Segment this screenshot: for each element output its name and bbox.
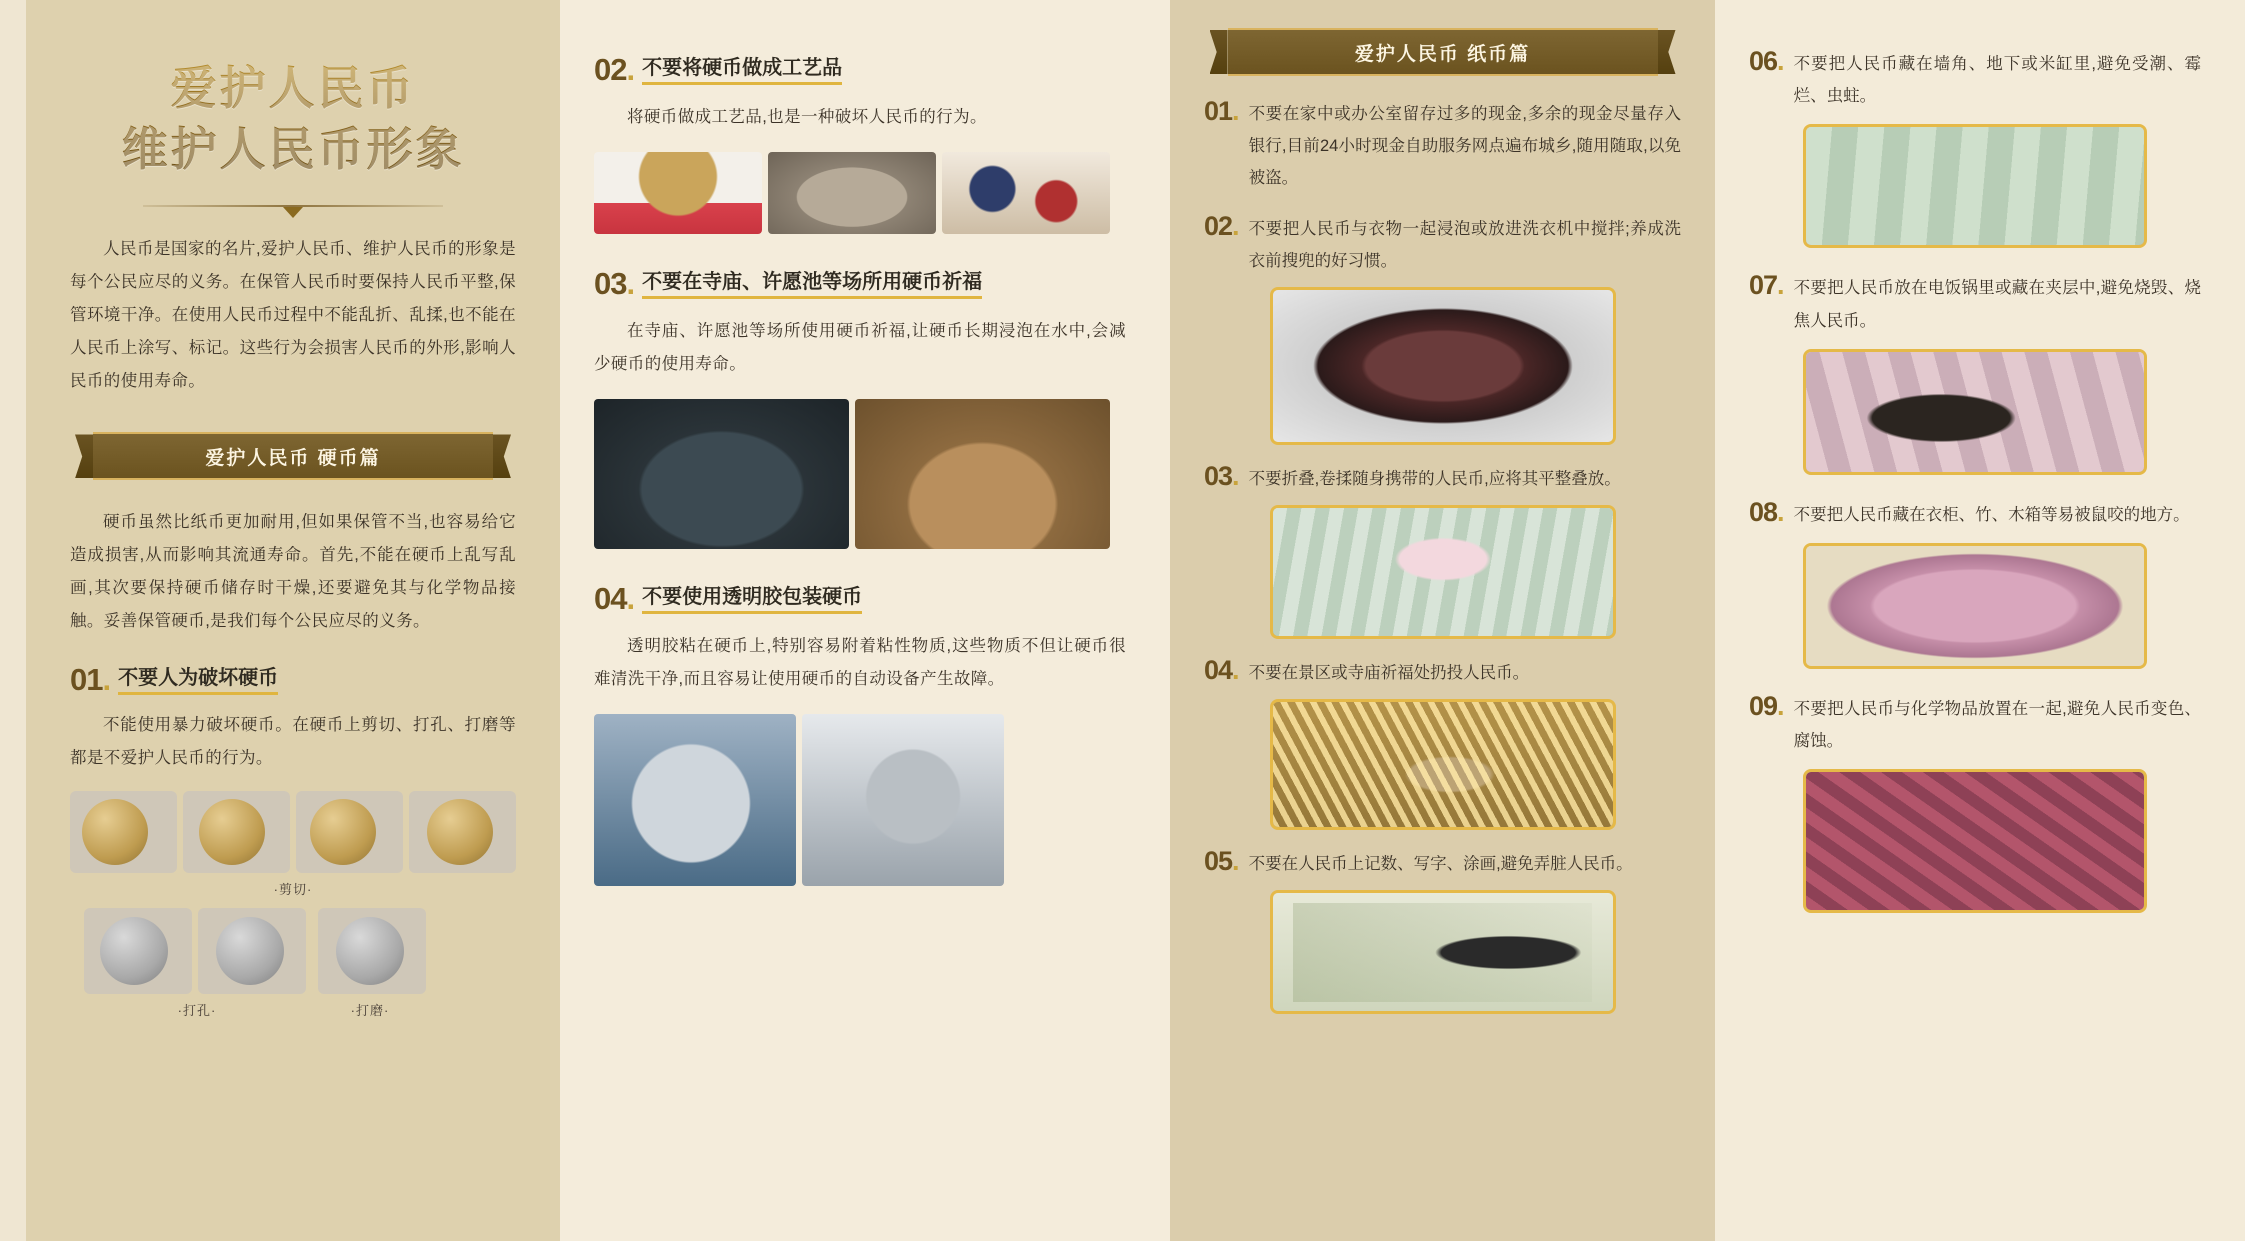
coin-item-01-heading bbox=[70, 662, 516, 698]
coin-item-03-heading bbox=[594, 268, 1126, 299]
photo-taped-coin-2 bbox=[802, 714, 1004, 886]
note-item-02-body: 不要把人民币与衣物一起浸泡或放进洗衣机中搅拌;养成洗衣前搜兜的好习惯。 bbox=[1248, 219, 1681, 270]
note-item-07-body: 不要把人民币放在电饭锅里或藏在夹层中,避免烧毁、烧焦人民币。 bbox=[1793, 279, 2201, 330]
page-title bbox=[70, 58, 516, 179]
note-item-03-body: 不要折叠,卷揉随身携带的人民币,应将其平整叠放。 bbox=[1248, 469, 1621, 488]
photo-coin-tree bbox=[594, 152, 762, 234]
intro-paragraph: 人民币是国家的名片,爱护人民币、维护人民币的形象是每个公民应尽的义务。在保管人民币时要保持人民币平整,保管环境干净。在使用人民币过程中不能乱折、乱揉,也不能在人民币上涂写、标记。这些行为会损害人民币的外形,影响人民币的使用寿命。 bbox=[70, 240, 516, 391]
photo-bagged-notes bbox=[1803, 543, 2147, 669]
note-item-05-body: 不要在人民币上记数、写字、涂画,避免弄脏人民币。 bbox=[1248, 855, 1633, 874]
craft-photo-row bbox=[594, 152, 1126, 234]
photo-coin-ornament bbox=[942, 152, 1110, 234]
note-item-02-number: 02. bbox=[1204, 210, 1239, 241]
photo-coin-hole-2 bbox=[198, 908, 306, 994]
coin-item-04-heading bbox=[594, 583, 1126, 614]
coin-item-02-heading bbox=[594, 54, 1126, 85]
note-item-08-body: 不要把人民币藏在衣柜、竹、木箱等易被鼠咬的地方。 bbox=[1793, 505, 2190, 524]
coin-item-03-number: 03. bbox=[594, 266, 635, 301]
note-item-01-body: 不要在家中或办公室留存过多的现金,多余的现金尽量存入银行,目前24小时现金自助服务网点遍布城乡,随用随取,以免被盗。 bbox=[1248, 105, 1681, 188]
coin-cut-photo-row bbox=[70, 791, 516, 873]
coin-item-01-number: 01. bbox=[70, 662, 111, 698]
coin-caption-cut: ·剪切· bbox=[273, 882, 313, 898]
photo-thrown-notes bbox=[1270, 699, 1616, 830]
column-four bbox=[1715, 0, 2245, 1241]
note-item-02 bbox=[1204, 210, 1681, 277]
photo-folded-notes bbox=[1270, 505, 1616, 639]
note-item-06-number: 06. bbox=[1749, 46, 1784, 76]
photo-coin-cut-3 bbox=[296, 791, 403, 873]
photo-temple-fountain bbox=[594, 399, 849, 549]
photo-damp-notes bbox=[1803, 124, 2147, 248]
note-item-06-body: 不要把人民币藏在墙角、地下或米缸里,避免受潮、霉烂、虫蛀。 bbox=[1793, 55, 2201, 106]
tape-photo-row bbox=[594, 714, 1126, 886]
note-item-07-number: 07. bbox=[1749, 270, 1784, 301]
note-item-05 bbox=[1204, 848, 1681, 880]
note-item-01 bbox=[1204, 98, 1681, 195]
coin-item-02-title: 不要将硬币做成工艺品 bbox=[642, 56, 842, 85]
coin-caption-grind: ·打磨· bbox=[350, 1003, 390, 1019]
coin-item-04-title: 不要使用透明胶包装硬币 bbox=[642, 585, 862, 614]
left-margin-bar bbox=[0, 0, 26, 1241]
section-header-coin: 爱护人民币 硬币篇 bbox=[93, 432, 493, 480]
photo-washing-machine bbox=[1270, 287, 1616, 445]
note-item-01-number: 01. bbox=[1204, 96, 1239, 126]
note-item-03 bbox=[1204, 460, 1681, 495]
note-item-08-number: 08. bbox=[1749, 496, 1784, 527]
photo-coin-cut-2 bbox=[183, 791, 290, 873]
photo-coin-grind bbox=[318, 908, 426, 994]
column-two bbox=[560, 0, 1170, 1241]
note-item-09-number: 09. bbox=[1749, 690, 1784, 721]
photo-burnt-notes bbox=[1803, 349, 2147, 475]
coin-item-01-body: 不能使用暴力破坏硬币。在硬币上剪切、打孔、打磨等都是不爱护人民币的行为。 bbox=[70, 716, 516, 768]
note-item-04 bbox=[1204, 657, 1681, 689]
note-item-08 bbox=[1749, 496, 2201, 531]
photo-coin-hole-1 bbox=[84, 908, 192, 994]
coin-item-02-body: 将硬币做成工艺品,也是一种破坏人民币的行为。 bbox=[627, 108, 987, 126]
coin-intro-paragraph: 硬币虽然比纸币更加耐用,但如果保管不当,也容易给它造成损害,从而影响其流通寿命。首先,不能在硬币上乱写乱画,其次要保持硬币储存时干燥,还要避免其与化学物品接触。妥善保管硬币,是我们每个公民应尽的义务。 bbox=[70, 513, 516, 631]
coin-item-02-number: 02. bbox=[594, 52, 635, 87]
photo-taped-coin-1 bbox=[594, 714, 796, 886]
note-item-04-body: 不要在景区或寺庙祈福处扔投人民币。 bbox=[1248, 664, 1530, 683]
photo-coin-bowl bbox=[768, 152, 936, 234]
coin-hole-grind-photo-row bbox=[84, 908, 516, 994]
photo-coin-cut-4 bbox=[409, 791, 516, 873]
photo-wishing-pool bbox=[855, 399, 1110, 549]
note-item-03-number: 03. bbox=[1204, 460, 1239, 491]
photo-coin-cut-1 bbox=[70, 791, 177, 873]
note-item-09 bbox=[1749, 690, 2201, 757]
note-item-09-body: 不要把人民币与化学物品放置在一起,避免人民币变色、腐蚀。 bbox=[1793, 699, 2201, 751]
coin-item-01-title: 不要人为破坏硬币 bbox=[118, 666, 278, 695]
column-left bbox=[0, 0, 560, 1241]
wishpool-photo-row bbox=[594, 399, 1126, 549]
coin-item-03-body: 在寺庙、许愿池等场所使用硬币祈福,让硬币长期浸泡在水中,会减少硬币的使用寿命。 bbox=[594, 322, 1126, 373]
note-item-04-number: 04. bbox=[1204, 655, 1239, 686]
title-line-2: 维护人民币形象 bbox=[121, 122, 465, 175]
coin-item-03-title: 不要在寺庙、许愿池等场所用硬币祈福 bbox=[642, 270, 982, 299]
photo-scribbled-note bbox=[1270, 890, 1616, 1014]
column-three bbox=[1170, 0, 1715, 1241]
note-item-05-number: 05. bbox=[1204, 846, 1239, 877]
title-line-1: 爱护人民币 bbox=[170, 62, 416, 114]
note-item-07 bbox=[1749, 272, 2201, 336]
note-item-06 bbox=[1749, 48, 2201, 112]
coin-captions-row bbox=[84, 994, 516, 1019]
coin-caption-hole: ·打孔· bbox=[177, 1003, 217, 1019]
title-divider bbox=[143, 205, 443, 207]
coin-item-04-number: 04. bbox=[594, 581, 635, 616]
photo-corroded-notes bbox=[1803, 769, 2147, 913]
section-header-note: 爱护人民币 纸币篇 bbox=[1228, 28, 1658, 76]
coin-item-04-body: 透明胶粘在硬币上,特别容易附着粘性物质,这些物质不但让硬币很难清洗干净,而且容易让使用硬币的自动设备产生故障。 bbox=[594, 637, 1126, 688]
